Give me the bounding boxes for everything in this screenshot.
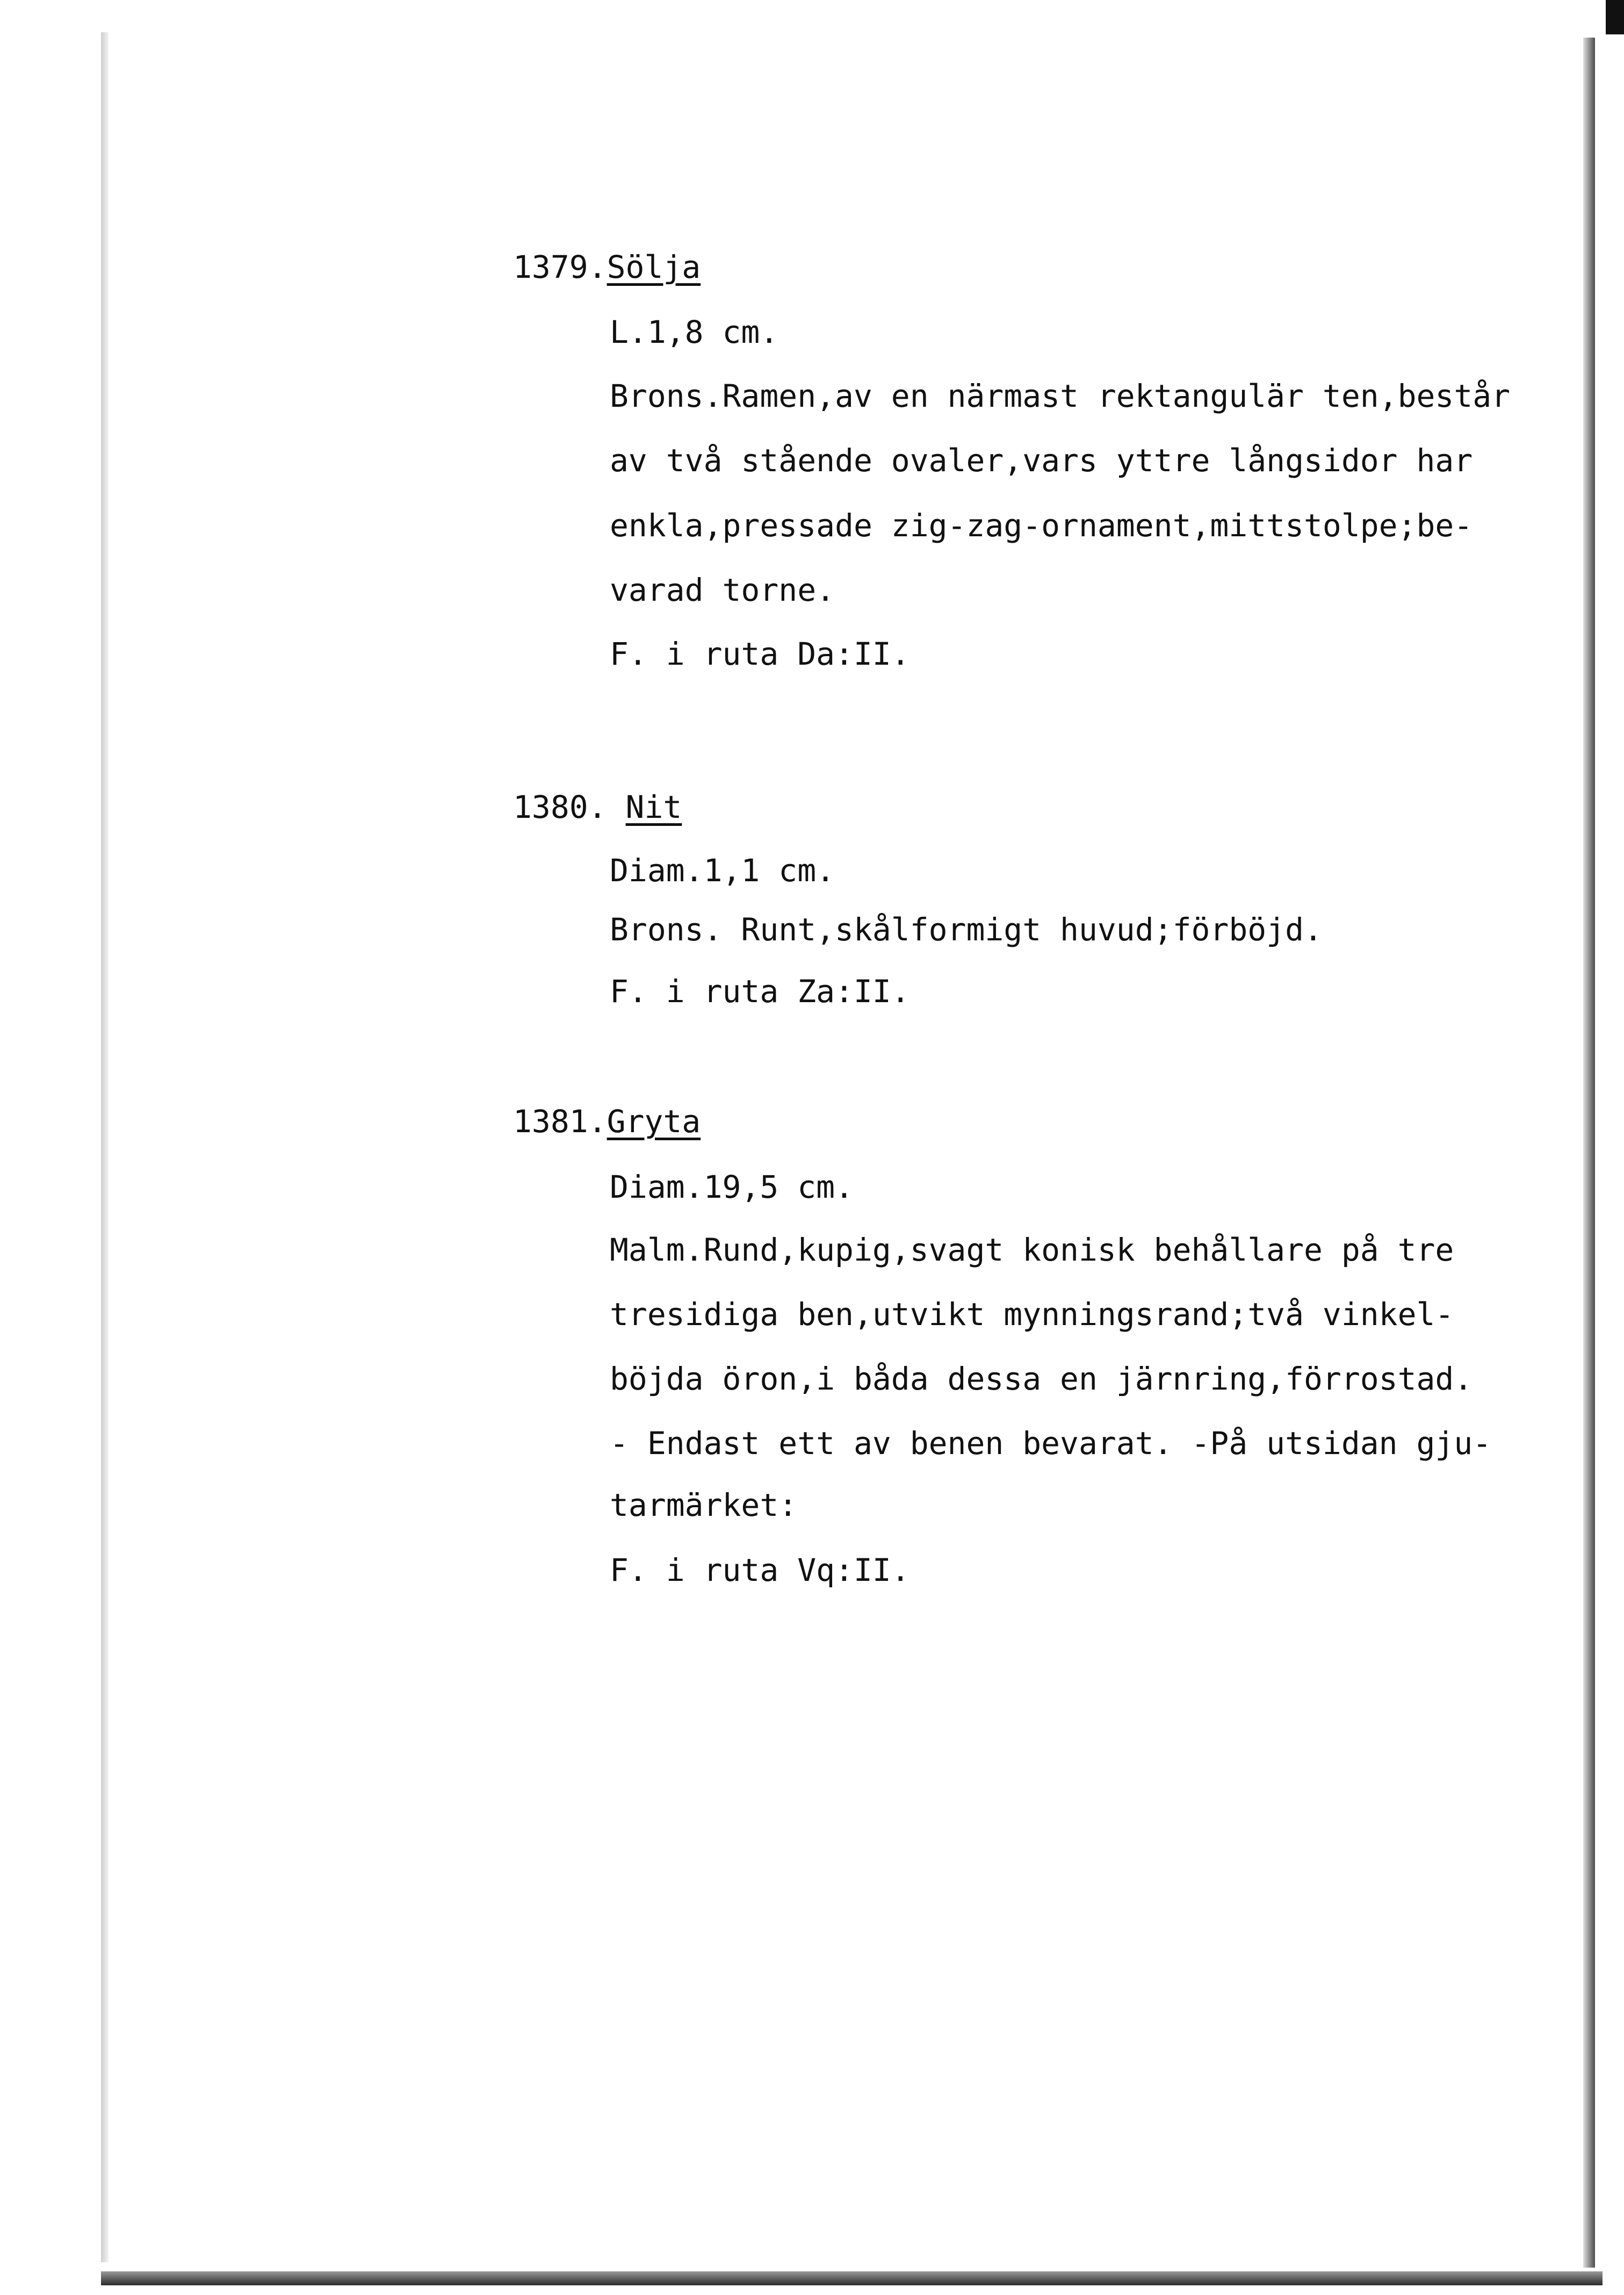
entry-line: av två stående ovaler,vars yttre långsidor har <box>610 442 1473 479</box>
catalog-entry <box>513 251 701 283</box>
page-edge-left <box>101 32 109 2262</box>
entry-title: Gryta <box>607 1103 701 1140</box>
entry-line: Brons.Ramen,av en närmast rektangulär ten,består <box>610 378 1511 414</box>
entry-line: F. i ruta Da:II. <box>610 636 910 672</box>
entry-line: Malm.Rund,kupig,svagt konisk behållare på tre <box>610 1232 1454 1268</box>
entry-line: varad torne. <box>610 572 835 608</box>
entry-line: tarmärket: <box>610 1487 798 1523</box>
catalog-entry <box>513 1103 701 1140</box>
corner-mark <box>1606 0 1624 34</box>
entry-line: Brons. Runt,skålformigt huvud;förböjd. <box>610 911 1323 948</box>
entry-line: - Endast ett av benen bevarat. -På utsidan gju- <box>610 1425 1492 1462</box>
entry-line: tresidiga ben,utvikt mynningsrand;två vinkel- <box>610 1296 1454 1333</box>
entry-number: 1381. <box>513 1103 607 1140</box>
entry-heading <box>513 1103 701 1140</box>
entry-heading <box>513 251 701 283</box>
entry-line: Diam.1,1 cm. <box>610 852 835 889</box>
entry-line: F. i ruta Za:II. <box>610 973 910 1010</box>
entry-line: F. i ruta Vq:II. <box>610 1552 910 1588</box>
entry-line: enkla,pressade zig-zag-ornament,mittstolpe;be- <box>610 507 1473 544</box>
page-edge-right <box>1583 38 1595 2268</box>
entry-title: Sölja <box>607 249 701 285</box>
entry-heading <box>513 789 682 825</box>
entry-title: Nit <box>625 789 682 825</box>
entry-line: böjda öron,i båda dessa en järnring,förrostad. <box>610 1361 1473 1397</box>
page-edge-bottom <box>101 2271 1603 2285</box>
catalog-entry <box>513 789 682 825</box>
entry-number: 1379. <box>513 249 607 285</box>
entry-line: Diam.19,5 cm. <box>610 1169 854 1205</box>
entry-number: 1380. <box>513 789 607 825</box>
entry-line: L.1,8 cm. <box>610 314 779 350</box>
